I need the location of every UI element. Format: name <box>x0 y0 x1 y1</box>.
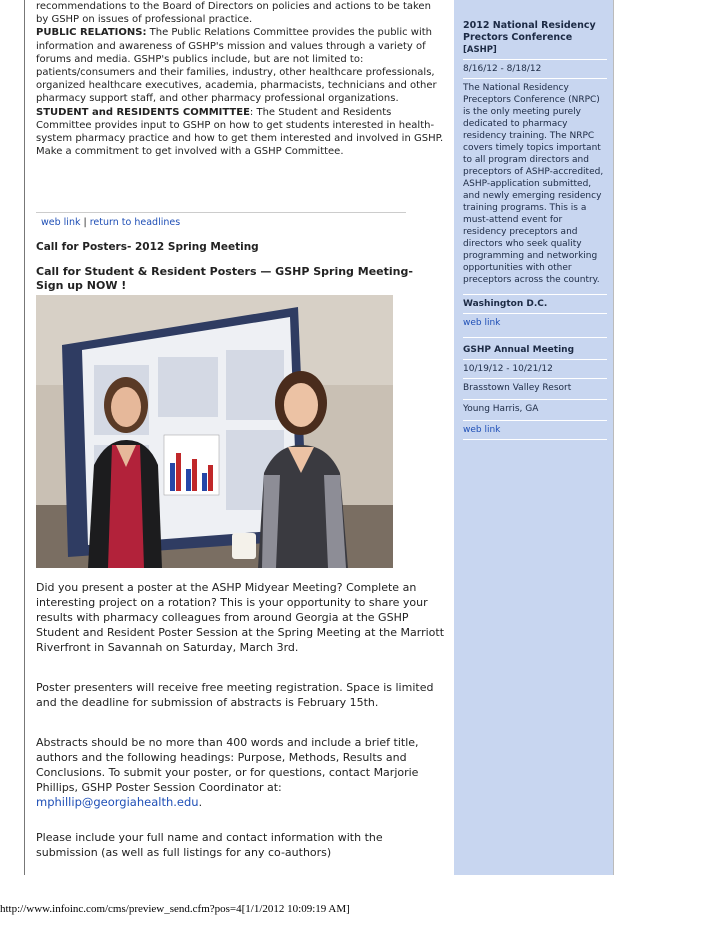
abstract-instructions: Abstracts should be no more than 400 words and include a brief title, authors and the following headings: Purpose, Methods, Results and Conclusions. To submit your poster, or for questions, contact Marjorie Phillips, GSHP Poster Session Coordinator at: <box>36 736 419 794</box>
article-heading: Call for Posters- 2012 Spring Meeting <box>36 241 259 253</box>
section-divider <box>36 212 406 213</box>
event1-location: Washington D.C. <box>463 299 548 309</box>
print-footer-url: http://www.infoinc.com/cms/preview_send.cfm?pos=4[1/1/2012 10:09:19 AM] <box>0 903 350 915</box>
article-paragraph-3 <box>36 735 446 810</box>
page-left-rule <box>24 0 25 875</box>
poster-chart-graphic <box>164 435 219 495</box>
commitment-text: Make a commitment to get involved with a GSHP Committee. <box>36 146 344 158</box>
article-links <box>41 217 180 228</box>
student-residents-title: STUDENT and RESIDENTS COMMITTEE <box>36 106 250 118</box>
sidebar-divider <box>463 378 607 379</box>
article-paragraph-2: Poster presenters will receive free meeting registration. Space is limited and the deadline for submission of abstracts is February 15th. <box>36 681 434 709</box>
intro-line-1: recommendations to the Board of Directors on policies and actions to be taken <box>36 1 431 12</box>
email-trailing-period: . <box>198 796 203 809</box>
event1-dates: 8/16/12 - 8/18/12 <box>463 64 542 74</box>
poster-session-photo <box>36 295 393 568</box>
event1-description: The National Residency Preceptors Conference (NRPC) is the only meeting purely dedicated to pharmacy residency training. The NRPC covers timely topics important to all program directors and preceptors of ASHP-accredited, ASHP-application submitted, and newly emerging residency training programs. This is a must-attend event for residency preceptors and directors who seek quality programming and networking opportunities with other preceptors across the country. <box>463 83 604 285</box>
article-subheading: Call for Student & Resident Posters — GSHP Spring Meeting-Sign up NOW ! <box>36 265 413 292</box>
link-separator: | <box>83 217 87 228</box>
public-relations-paragraph <box>36 26 446 105</box>
event2-dates: 10/19/12 - 10/21/12 <box>463 364 553 374</box>
sidebar-divider <box>463 78 607 79</box>
event2-title: GSHP Annual Meeting <box>463 345 575 355</box>
public-relations-text: The Public Relations Committee provides the public with information and awareness of GSHP's mission and values through a variety of forums and media. GSHP's publics include, but are not limited to: patients/consumers and their families, industry, other healthcare professionals, organized healthcare executives, academia, pharmacists, technicians and other pharmacy support staff, and other pharmacy professional organizations. <box>36 27 437 105</box>
event1-title: 2012 National Residency Prectors Conference <box>463 20 596 43</box>
sidebar-divider <box>463 294 607 295</box>
main-content <box>36 0 446 158</box>
web-link[interactable]: web link <box>41 217 81 228</box>
public-relations-title: PUBLIC RELATIONS: <box>36 27 147 39</box>
student-residents-paragraph <box>36 106 446 146</box>
event2-web-link[interactable]: web link <box>463 425 501 435</box>
sidebar-divider <box>463 337 607 338</box>
event2-venue: Brasstown Valley Resort <box>463 383 572 393</box>
coordinator-email-link[interactable]: mphillip@georgiahealth.edu <box>36 795 199 809</box>
event1-organization: [ASHP] <box>463 45 497 55</box>
sidebar-divider <box>463 420 607 421</box>
sidebar-divider <box>463 59 607 60</box>
intro-line-2: by GSHP on issues of professional practice. <box>36 14 253 26</box>
sidebar-divider <box>463 439 607 440</box>
sidebar-divider <box>463 359 607 360</box>
sidebar-divider <box>463 399 607 400</box>
student-residents-text: : The Student and Residents Committee provides input to GSHP on how to get students interested in health-system pharmacy practice and how to get them interested and involved in GSHP. <box>36 106 444 145</box>
page-right-rule <box>613 0 614 875</box>
article-paragraph-1: Did you present a poster at the ASHP Midyear Meeting? Complete an interesting project on a rotation? This is your opportunity to share your results with pharmacy colleagues from around Georgia at the GSHP Student and Resident Poster Session at the Spring Meeting at the Marriott Riverfront in Savannah on Saturday, March 3rd. <box>36 581 445 654</box>
events-sidebar <box>454 0 613 875</box>
event1-web-link[interactable]: web link <box>463 318 501 328</box>
article-paragraph-4: Please include your full name and contact information with the submission (as well as full listings for any co-authors) <box>36 831 383 859</box>
event2-location: Young Harris, GA <box>463 404 539 414</box>
return-to-headlines-link[interactable]: return to headlines <box>89 217 181 228</box>
sidebar-divider <box>463 313 607 314</box>
